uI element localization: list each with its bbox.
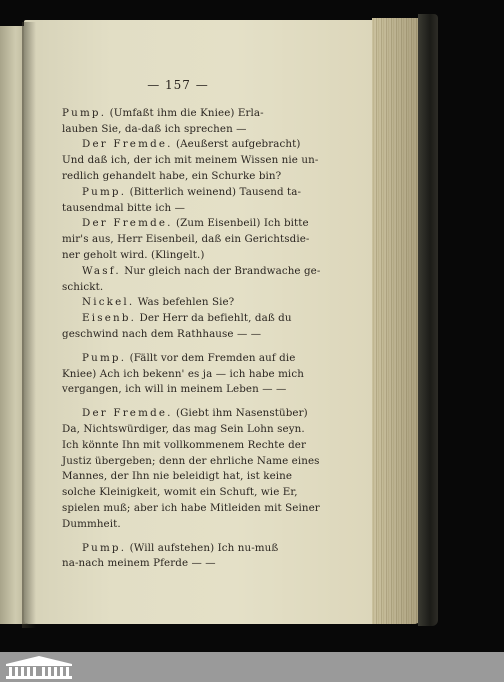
line-text: mir's aus, Herr Eisenbeil, daß ein Gerichtsdie-	[62, 233, 310, 246]
text-line	[62, 232, 310, 248]
line-text: geschwind nach dem Rathhause — —	[62, 327, 262, 340]
line-text: (Will aufstehen) Ich nu-muß	[126, 541, 279, 554]
paragraph-gap	[62, 398, 294, 406]
text-line	[62, 137, 301, 153]
text-line	[62, 406, 308, 422]
line-text: (Umfaßt ihm die Kniee) Erla-	[106, 106, 264, 119]
speaker-name: Nickel.	[82, 296, 135, 309]
text-line	[62, 216, 309, 232]
text-line	[62, 541, 294, 557]
text-line	[62, 327, 294, 343]
speaker-name: Pump.	[82, 351, 127, 364]
text-line	[62, 185, 302, 201]
line-text: solche Kleinigkeit, womit ein Schuft, wie Er,	[62, 486, 298, 499]
text-line	[62, 469, 294, 485]
text-line	[62, 438, 306, 454]
line-text: (Fällt vor dem Fremden auf die	[126, 351, 296, 364]
footer-bar	[0, 652, 504, 682]
line-text: Nur gleich nach der Brandwache ge-	[120, 264, 321, 277]
speaker-name: Pump.	[82, 541, 127, 554]
text-line	[62, 280, 294, 296]
text-line	[62, 382, 294, 398]
text-line	[62, 501, 320, 517]
text-line	[62, 556, 294, 572]
speaker-name: Eisenb.	[82, 312, 137, 325]
page-edge-shadow	[372, 18, 422, 624]
speaker-name: Wasf.	[82, 264, 121, 277]
page-number: — 157 —	[147, 78, 209, 92]
text-line	[62, 485, 298, 501]
page-gutter-shadow	[22, 22, 36, 628]
text-line	[62, 201, 294, 217]
text-line	[62, 248, 294, 264]
text-lines	[62, 106, 321, 572]
text-line	[62, 311, 294, 327]
speaker-name: Der Fremde.	[82, 138, 173, 151]
library-building-logo-icon	[4, 654, 74, 680]
speaker-name: Pump.	[82, 185, 127, 198]
line-text: Was befehlen Sie?	[134, 296, 235, 309]
line-text: lauben Sie, da-daß ich sprechen —	[62, 122, 247, 135]
text-line	[62, 264, 321, 280]
line-text: Kniee) Ach ich bekenn' es ja — ich habe mich	[62, 367, 304, 380]
text-line	[62, 422, 305, 438]
page-text	[62, 78, 321, 572]
line-text: (Zum Eisenbeil) Ich bitte	[172, 217, 309, 230]
speaker-name: Der Fremde.	[82, 407, 173, 420]
paragraph-gap	[62, 343, 294, 351]
line-text: Da, Nichtswürdiger, das mag Sein Lohn seyn.	[62, 422, 305, 435]
line-text: Dummheit.	[62, 517, 121, 530]
line-text: Justiz übergeben; denn der ehrliche Name eines	[62, 454, 320, 467]
line-text: Der Herr da befiehlt, daß du	[136, 312, 292, 325]
line-text: (Bitterlich weinend) Tausend ta-	[126, 185, 302, 198]
text-line	[62, 169, 294, 185]
speaker-name: Pump.	[62, 106, 107, 119]
text-line	[62, 367, 304, 383]
line-text: Und daß ich, der ich mit meinem Wissen nie un-	[62, 154, 319, 167]
line-text: (Giebt ihm Nasenstüber)	[172, 407, 308, 420]
text-line	[62, 122, 294, 138]
text-line	[62, 454, 320, 470]
text-line	[62, 295, 294, 311]
text-line	[62, 517, 294, 533]
book-cover-edge	[418, 14, 438, 626]
line-text: na-nach meinem Pferde — —	[62, 557, 216, 570]
line-text: ner geholt wird. (Klingelt.)	[62, 248, 205, 261]
line-text: redlich gehandelt habe, ein Schurke bin?	[62, 169, 282, 182]
line-text: spielen muß; aber ich habe Mitleiden mit Seiner	[62, 501, 320, 514]
line-text: (Aeußerst aufgebracht)	[172, 138, 301, 151]
line-text: Ich könnte Ihn mit vollkommenem Rechte der	[62, 438, 306, 451]
line-text: tausendmal bitte ich —	[62, 201, 185, 214]
line-text: schickt.	[62, 280, 104, 293]
text-line	[62, 351, 294, 367]
text-line	[62, 153, 319, 169]
line-text: Mannes, der Ihn nie beleidigt hat, ist keine	[62, 470, 293, 483]
line-text: vergangen, ich will in meinem Leben — —	[62, 383, 287, 396]
speaker-name: Der Fremde.	[82, 217, 173, 230]
paragraph-gap	[62, 533, 294, 541]
text-line	[62, 106, 294, 122]
